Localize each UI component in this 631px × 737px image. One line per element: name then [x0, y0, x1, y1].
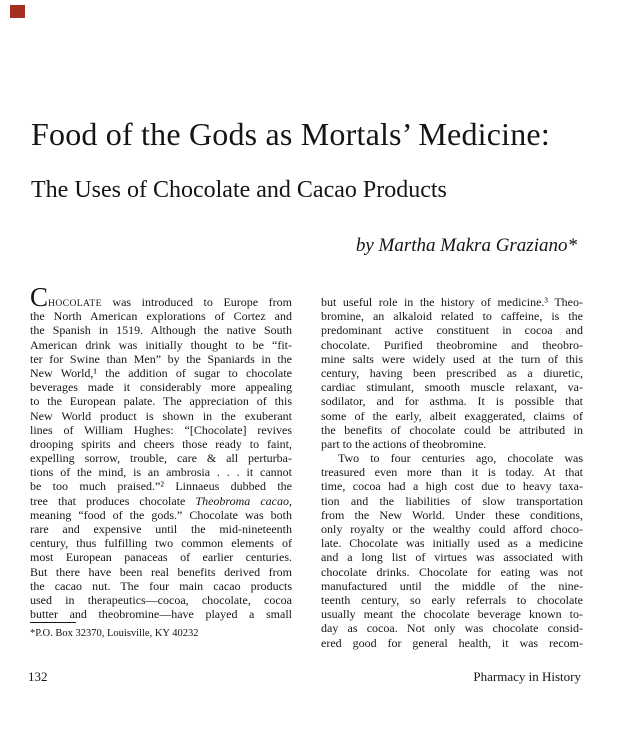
text-line: teenth century, so early referrals to chocolate: [321, 592, 583, 607]
footnote-text: *P.O. Box 32370, Louisville, KY 40232: [30, 628, 199, 639]
footer-journal-name: Pharmacy in History: [473, 669, 581, 684]
text-line: but useful role in the history of medicine.³ Theo-: [321, 295, 583, 309]
text-line: expelling sorrow, trouble, care & all perturba-: [30, 451, 292, 466]
text-line: Two to four centuries ago, chocolate was: [338, 451, 583, 466]
footnote-rule: [30, 622, 76, 623]
text-line: only royalty or the wealthy could afford choco-: [321, 522, 583, 536]
body-column-left: [30, 282, 292, 622]
text-line: ered good for general health, it was recom-: [321, 635, 583, 650]
text-line: most European panaceas of earlier centuries.: [30, 550, 292, 565]
text-line: cardiac stimulant, smooth muscle relaxant, va-: [321, 380, 583, 395]
text-line: tions of the mind, is an ambrosia . . . it cannot: [30, 465, 292, 480]
text-line: the benefits of chocolate could be attributed in: [321, 422, 583, 437]
text-line: day as cocoa. Not only was chocolate consid-: [321, 621, 583, 636]
text-line: century, thus fulfilling two common elements of: [30, 536, 292, 551]
text-line: tion and the liabilities of slow transportation: [321, 493, 583, 508]
text-line: ter for Swine than Men” by the Spaniards in the: [30, 351, 292, 366]
text-line: beverages made it considerably more appealing: [30, 380, 292, 395]
text-line: sodilator, and for asthma. It is possible that: [321, 394, 583, 409]
text-line: New World,¹ the addition of sugar to chocolate: [30, 365, 292, 380]
text-line: usually meant the chocolate beverage known to-: [321, 607, 583, 622]
text-line: butter and theobromine—have played a small: [30, 607, 292, 622]
text-line: drooping spirits and cheers those ready to faint,: [30, 436, 292, 451]
body-column-right: [321, 295, 583, 650]
scan-red-mark: [10, 5, 25, 18]
text-line: to the European palate. The appreciation of this: [30, 394, 292, 409]
text-line: the North American explorations of Cortez and: [30, 309, 292, 324]
text-line: manufactured until the middle of the nine-: [321, 578, 583, 593]
text-line: American drink was initially thought to be “fit-: [30, 337, 292, 352]
text-line: rare and expensive until the mid-nineteenth: [30, 522, 292, 536]
text-line: CHOCOLATE was introduced to Europe from: [30, 282, 292, 312]
text-line: some of the early, albeit exaggerated, claims of: [321, 408, 583, 423]
footer-page-number: 132: [28, 669, 48, 684]
footnote-block: [30, 622, 292, 640]
article-title: Food of the Gods as Mortals’ Medicine:: [31, 116, 550, 152]
text-line: chocolate drinks. Chocolate for eating was not: [321, 564, 583, 579]
article-byline: by Martha Makra Graziano*: [355, 235, 577, 256]
text-line: late. Chocolate was initially used as a medicine: [321, 536, 583, 551]
text-line: and a long list of virtues was associated with: [321, 550, 583, 565]
text-line: century, having been prescribed as a diuretic,: [321, 365, 583, 380]
text-line: the cacao nut. The four main cacao products: [30, 578, 292, 593]
text-line: meaning “food of the gods.” Chocolate was both: [30, 507, 292, 522]
text-line: used in therapeutics—cocoa, chocolate, cocoa: [30, 592, 292, 607]
raised-initial-cap: C: [30, 282, 49, 312]
text-line: chocolate. Purified theobromine and theobro-: [321, 337, 583, 352]
text-line: predominant active constituent in cocoa and: [321, 323, 583, 338]
text-line: part to the actions of theobromine.: [321, 436, 487, 451]
text-line: tree that produces chocolate Theobroma cacao,: [30, 493, 292, 508]
article-subtitle: The Uses of Chocolate and Cacao Products: [31, 177, 447, 203]
text-line: treasured even more than it is today. At that: [321, 465, 583, 480]
text-line: be too much praised.”² Linnaeus dubbed the: [30, 479, 292, 494]
text-line: But there have been real benefits derived from: [30, 564, 292, 579]
text-line: bromine, an alkaloid related to caffeine, is the: [321, 309, 583, 324]
text-line: mine salts were widely used at the turn of this: [321, 351, 583, 366]
text-line: New World product is shown in the exuberant: [30, 408, 292, 423]
text-line: time, cocoa had a high cost due to heavy taxa-: [321, 479, 583, 494]
text-line: from the New World. Under these conditions,: [321, 507, 583, 522]
text-line: lines of William Hughes: “[Chocolate] revives: [30, 422, 292, 437]
text-line: the Spanish in 1519. Although the native South: [30, 323, 292, 338]
